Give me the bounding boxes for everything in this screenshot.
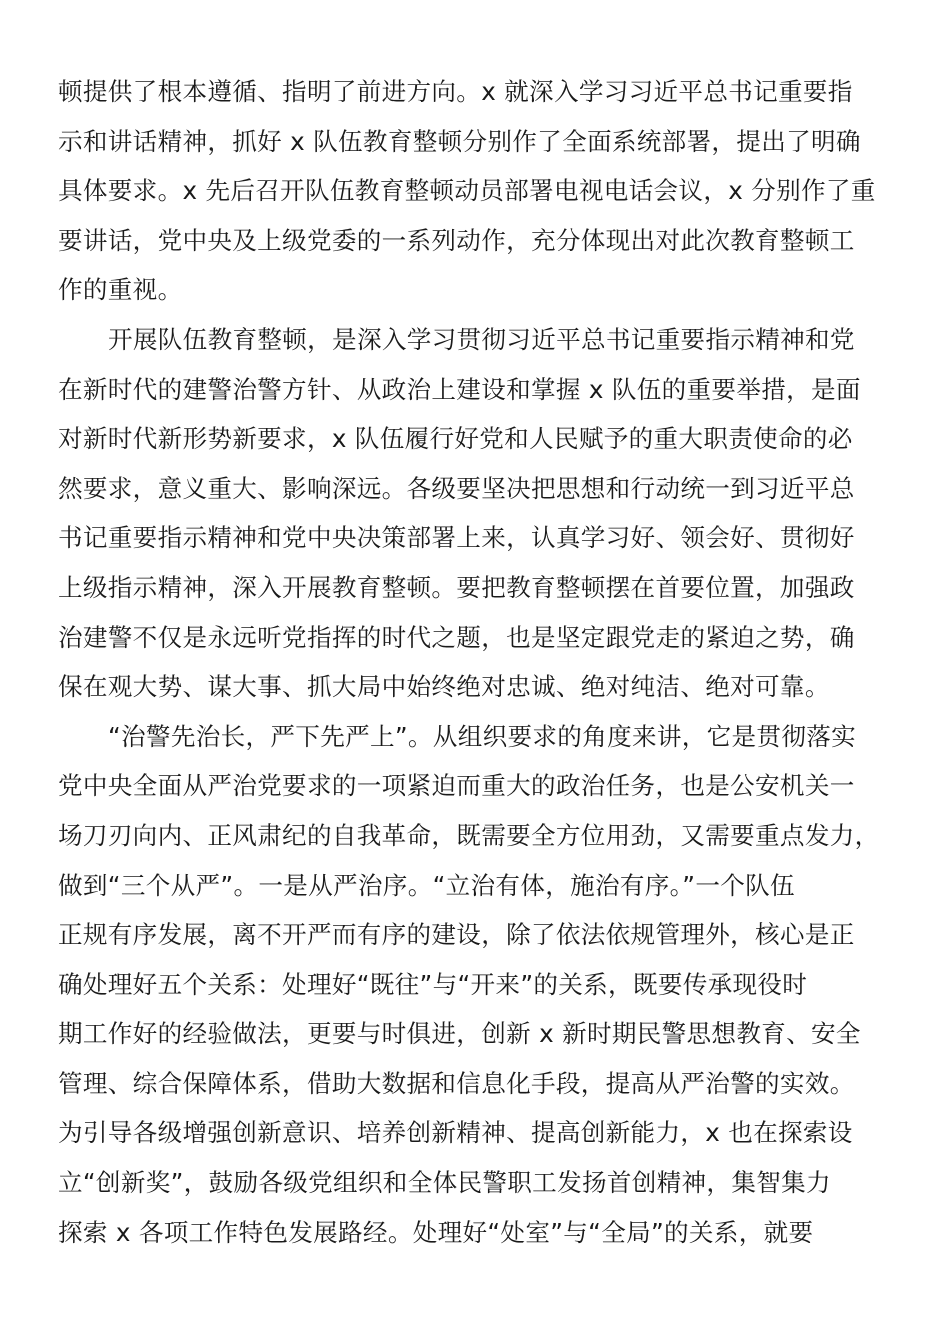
paragraph-start-line: 开展队伍教育整顿，是深入学习贯彻习近平总书记重要指示精神和党 — [108, 324, 855, 354]
text-line: 正规有序发展，离不开严而有序的建设，除了依法依规管理外，核心是正 — [58, 920, 855, 950]
paragraph-start-line: “治警先治长，严下先严上”。从组织要求的角度来讲，它是贯彻落实 — [108, 721, 857, 751]
text-line: 书记重要指示精神和党中央决策部署上来，认真学习好、领会好、贯彻好 — [58, 523, 855, 553]
text-line: 场刀刃向内、正风肃纪的自我革命，既需要全方位用劲，又需要重点发力， — [58, 820, 880, 850]
text-line: 要讲话，党中央及上级党委的一系列动作，充分体现出对此次教育整顿工 — [58, 225, 855, 255]
text-line: 作的重视。 — [58, 275, 183, 305]
text-line: 示和讲话精神，抓好 x 队伍教育整顿分别作了全面系统部署，提出了明确 — [58, 126, 861, 156]
text-line: 然要求，意义重大、影响深远。各级要坚决把思想和行动统一到习近平总 — [58, 473, 855, 503]
text-line: 立“创新奖”，鼓励各级党组织和全体民警职工发扬首创精神，集智集力 — [58, 1168, 831, 1198]
text-line: 具体要求。x 先后召开队伍教育整顿动员部署电视电话会议，x 分别作了重 — [58, 176, 876, 206]
text-line: 确处理好五个关系：处理好“既往”与“开来”的关系，既要传承现役时 — [58, 969, 808, 999]
text-line: 保在观大势、谋大事、抓大局中始终绝对忠诚、绝对纯洁、绝对可靠。 — [58, 672, 830, 702]
text-line: 党中央全面从严治党要求的一项紧迫而重大的政治任务，也是公安机关一 — [58, 771, 855, 801]
document-page — [58, 67, 886, 1257]
text-line: 上级指示精神，深入开展教育整顿。要把教育整顿摆在首要位置，加强政 — [58, 572, 855, 602]
text-line: 治建警不仅是永远听党指挥的时代之题，也是坚定跟党走的紧迫之势，确 — [58, 622, 855, 652]
text-line: 做到“三个从严”。一是从严治序。“立治有体，施治有序。”一个队伍 — [58, 870, 795, 900]
text-line: 探索 x 各项工作特色发展路经。处理好“处室”与“全局”的关系，就要 — [58, 1217, 814, 1247]
text-line: 为引导各级增强创新意识、培养创新精神、提高创新能力，x 也在探索设 — [58, 1118, 853, 1148]
text-line: 期工作好的经验做法，更要与时俱进，创新 x 新时期民警思想教育、安全 — [58, 1019, 861, 1049]
text-line: 顿提供了根本遵循、指明了前进方向。x 就深入学习习近平总书记重要指 — [58, 77, 853, 106]
text-line: 对新时代新形势新要求，x 队伍履行好党和人民赋予的重大职责使命的必 — [58, 424, 853, 454]
text-line: 在新时代的建警治警方针、从政治上建设和掌握 x 队伍的重要举措，是面 — [58, 374, 861, 404]
text-line: 管理、综合保障体系，借助大数据和信息化手段，提高从严治警的实效。 — [58, 1068, 855, 1098]
